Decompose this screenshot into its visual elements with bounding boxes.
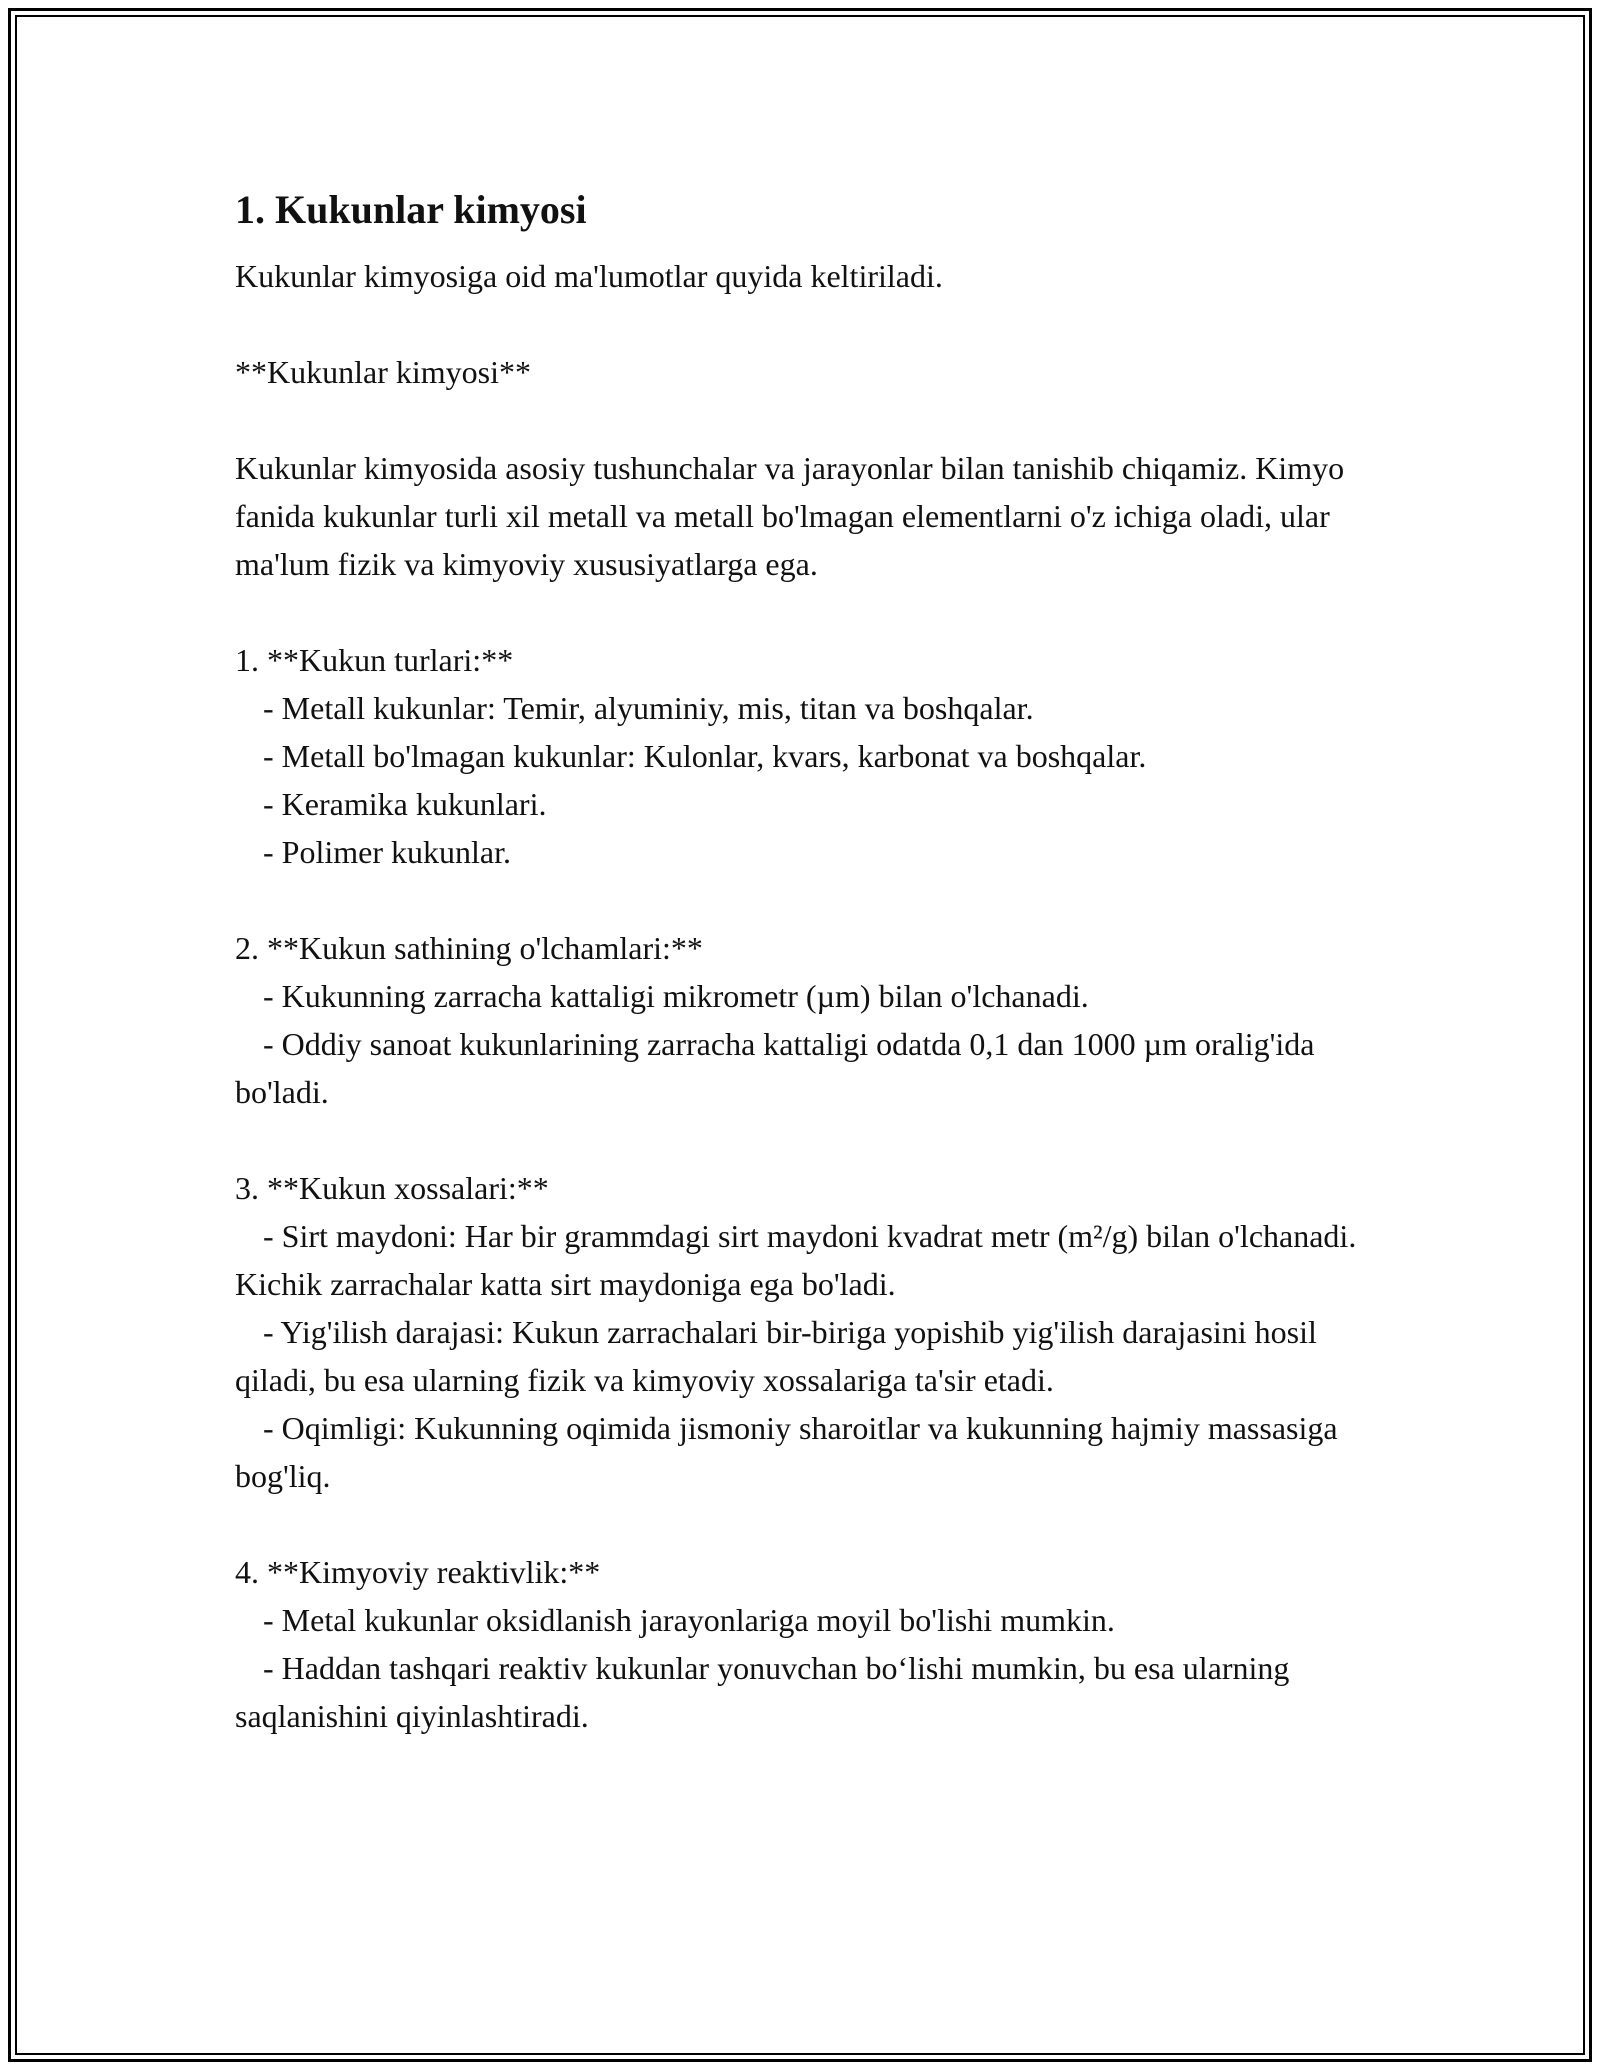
section-4 <box>235 1548 1375 1740</box>
section-3-heading: 3. **Kukun xossalari:** <box>235 1170 549 1206</box>
list-item: - Keramika kukunlari. <box>263 786 547 822</box>
section-1 <box>235 636 1375 876</box>
spacer <box>235 1116 1375 1164</box>
list-item: - Yig'ilish darajasi: Kukun zarrachalari bir-biriga yopishib yig'ilish darajasini hosil qiladi, bu esa ularning fizik va kimyoviy xossalariga ta'sir etadi. <box>235 1314 1325 1398</box>
spacer <box>235 876 1375 924</box>
spacer <box>235 1500 1375 1548</box>
document-body <box>235 180 1375 1740</box>
spacer <box>235 588 1375 636</box>
section-1-heading: 1. **Kukun turlari:** <box>235 642 514 678</box>
list-item: - Metall bo'lmagan kukunlar: Kulonlar, kvars, karbonat va boshqalar. <box>263 738 1147 774</box>
intro-paragraph: Kukunlar kimyosiga oid ma'lumotlar quyida keltiriladi. <box>235 258 943 294</box>
list-item: - Haddan tashqari reaktiv kukunlar yonuvchan bo‘lishi mumkin, bu esa ularning saqlanishini qiyinlashtiradi. <box>235 1650 1298 1734</box>
list-item: - Sirt maydoni: Har bir grammdagi sirt maydoni kvadrat metr (m²/g) bilan o'lchanadi. Kichik zarrachalar katta sirt maydoniga ega bo'ladi. <box>235 1218 1365 1302</box>
list-item: - Kukunning zarracha kattaligi mikrometr (µm) bilan o'lchanadi. <box>263 978 1089 1014</box>
section-4-heading: 4. **Kimyoviy reaktivlik:** <box>235 1554 601 1590</box>
list-item: - Oqimligi: Kukunning oqimida jismoniy sharoitlar va kukunning hajmiy massasiga bog'liq. <box>235 1410 1346 1494</box>
list-item: - Metal kukunlar oksidlanish jarayonlariga moyil bo'lishi mumkin. <box>263 1602 1115 1638</box>
section-2 <box>235 924 1375 1116</box>
spacer <box>235 396 1375 444</box>
document-title: 1. Kukunlar kimyosi <box>235 187 587 232</box>
section-3 <box>235 1164 1375 1500</box>
overview-paragraph: Kukunlar kimyosida asosiy tushunchalar va jarayonlar bilan tanishib chiqamiz. Kimyo fanida kukunlar turli xil metall va metall bo'lmagan elementlarni o'z ichiga oladi, ular ma'lum fizik va kimyoviy xususiyatlarga ega. <box>235 450 1345 582</box>
list-item: - Oddiy sanoat kukunlarining zarracha kattaligi odatda 0,1 dan 1000 µm oralig'ida bo'ladi. <box>235 1026 1323 1110</box>
spacer <box>235 300 1375 348</box>
section-2-heading: 2. **Kukun sathining o'lchamlari:** <box>235 930 703 966</box>
list-item: - Metall kukunlar: Temir, alyuminiy, mis, titan va boshqalar. <box>263 690 1034 726</box>
section-heading: **Kukunlar kimyosi** <box>235 354 531 390</box>
list-item: - Polimer kukunlar. <box>263 834 511 870</box>
